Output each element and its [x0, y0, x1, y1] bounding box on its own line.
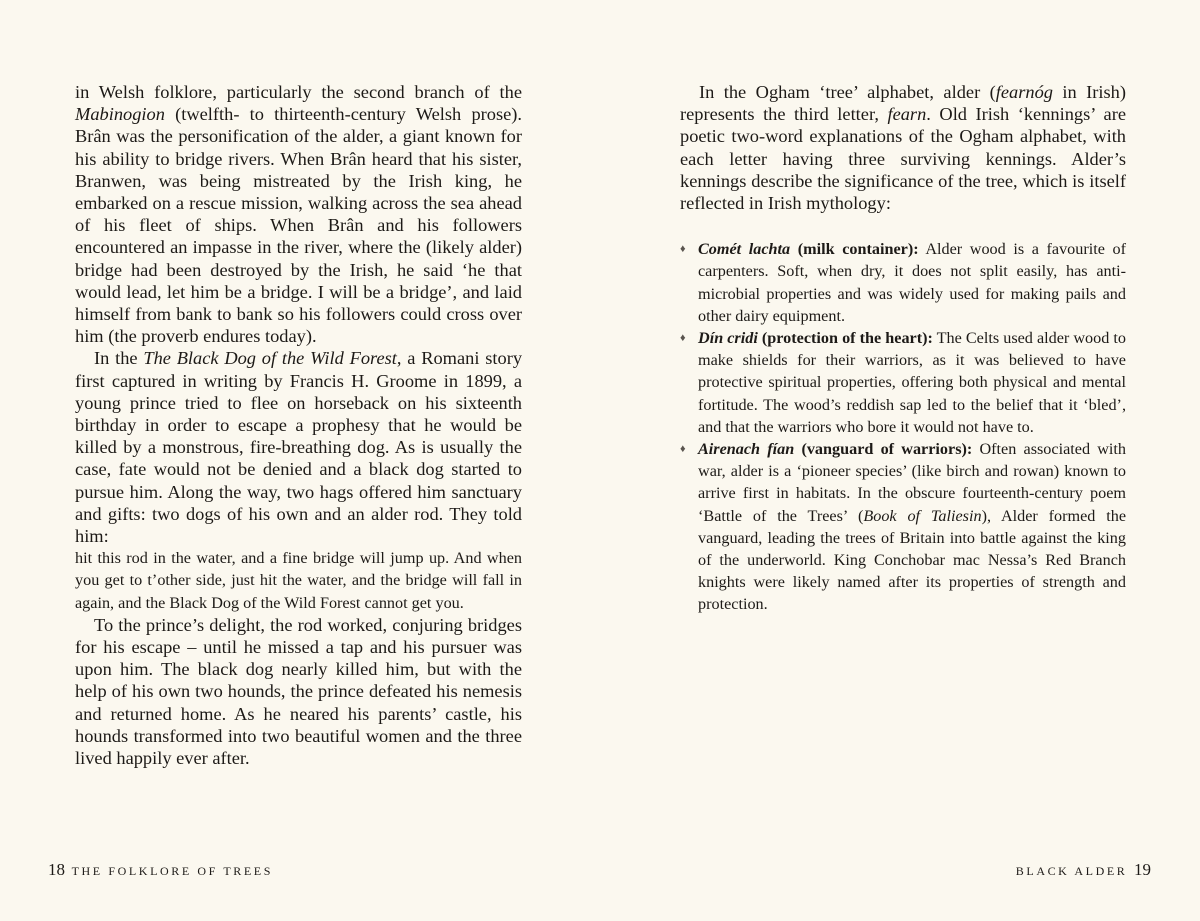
kenning-gloss: (milk container):: [790, 240, 919, 259]
diamond-bullet-icon: ♦: [680, 332, 686, 345]
paragraph-ogham: [680, 81, 1126, 214]
right-page: [600, 0, 1200, 921]
kenning-list: [680, 238, 1126, 615]
kenning-item: [680, 438, 1126, 616]
paragraph-prince-delight: To the prince’s delight, the rod worked, conjuring bridges for his escape – until he missed a tap and his pursuer was upon him. The black dog nearly killed him, but with the help of his own two hounds, the prince defeated his nemesis and returned home. As he neared his parents’ castle, his hounds transformed into two beautiful women and the three lived happily ever after.: [75, 614, 522, 769]
text-run: (twelfth- to thirteenth-century Welsh prose). Brân was the personification of the alder, a giant known for his ability to bridge rivers. When Brân heard that his sister, Branwen, was being mistreated by the Irish king, he embarked on a rescue mission, walking across the sea ahead of his fleet of ships. When Brân and his followers encountered an impasse in the river, where the (likely alder) bridge had been destroyed by the Irish, he said ‘he that would lead, let him be a bridge. I will be a bridge’, and laid himself from bank to bank so his followers could cross over him (the proverb endures today).: [75, 104, 522, 347]
text-run: in Irish) represents the third letter,: [680, 82, 1126, 125]
ogham-letter: fearn: [887, 104, 927, 125]
kenning-term: Airenach fían: [698, 440, 795, 459]
text-run: . Old Irish ‘kennings’ are poetic two-word explanations of the Ogham alphabet, with each letter having three surviving kennings. Alder’s kennings describe the significance of the tree, which is itself reflected in Irish mythology:: [680, 104, 1126, 214]
title-book-of-taliesin: Book of Taliesin: [863, 506, 982, 525]
kenning-gloss: (protection of the heart):: [757, 329, 933, 348]
paragraph-bran: [75, 81, 522, 347]
paragraph-black-dog: [75, 347, 522, 547]
block-quote: hit this rod in the water, and a fine bridge will jump up. And when you get to t’other side, just hit the water, and the bridge will fall in again, and the Black Dog of the Wild Forest cannot get you.: [75, 549, 522, 612]
kenning-term: Dín cridi: [698, 329, 758, 348]
running-head-right: BLACK ALDER: [1015, 864, 1128, 878]
text-run: In the: [94, 348, 144, 369]
running-head-left: THE FOLKLORE OF TREES: [71, 864, 273, 878]
text-run: In the Ogham ‘tree’ alphabet, alder (: [699, 82, 996, 102]
text-run: , a Romani story first captured in writing by Francis H. Groome in 1899, a young prince tried to flee on horseback on his sixteenth birthday in order to escape a prophesy that he would be killed by a monstrous, fire-breathing dog. As is usually the case, fate would not be denied and a black dog started to pursue him. Along the way, two hags offered him sanctuary and gifts: two dogs of his own and an alder rod. They told him:: [75, 348, 523, 547]
right-footer: [1016, 860, 1151, 880]
kenning-text: ), Alder formed the vanguard, leading the trees of Britain into battle against the king of the underworld. King Conchobar mac Nessa’s Red Branch knights were likely named after its properties of strength and protection.: [698, 506, 1127, 614]
left-page-body: [75, 81, 522, 769]
kenning-item: [680, 238, 1126, 327]
irish-word: fearnóg: [995, 82, 1053, 102]
kenning-text: Alder wood is a favourite of carpenters. Soft, when dry, it does not split easily, has anti-microbial properties and was widely used for making pails and other dairy equipment.: [698, 240, 1127, 325]
title-mabinogion: Mabinogion: [75, 104, 165, 125]
right-page-body: [680, 81, 1126, 616]
kenning-term: Comét lachta: [698, 240, 791, 259]
left-footer: [48, 860, 273, 880]
kenning-text: The Celts used alder wood to make shields for their warriors, as it was believed to have protective spiritual properties, offering both physical and mental fortitude. The wood’s reddish sap led to the belief that it ‘bled’, and that the warriors who bore it would not have to.: [698, 329, 1126, 436]
diamond-bullet-icon: ♦: [680, 243, 686, 256]
page-number-left: 18: [48, 860, 65, 879]
title-black-dog: The Black Dog of the Wild Forest: [143, 348, 397, 369]
kenning-text: Often associated with war, alder is a ‘pioneer species’ (like birch and rowan) known to arrive first in habitats. In the obscure fourteenth-century poem ‘Battle of the Trees’ (: [698, 440, 1127, 525]
page-number-right: 19: [1134, 860, 1151, 879]
text-run: in Welsh folklore, particularly the second branch of the: [75, 82, 522, 102]
kenning-gloss: (vanguard of warriors):: [794, 440, 973, 459]
diamond-bullet-icon: ♦: [680, 443, 686, 456]
kenning-item: [680, 327, 1126, 438]
